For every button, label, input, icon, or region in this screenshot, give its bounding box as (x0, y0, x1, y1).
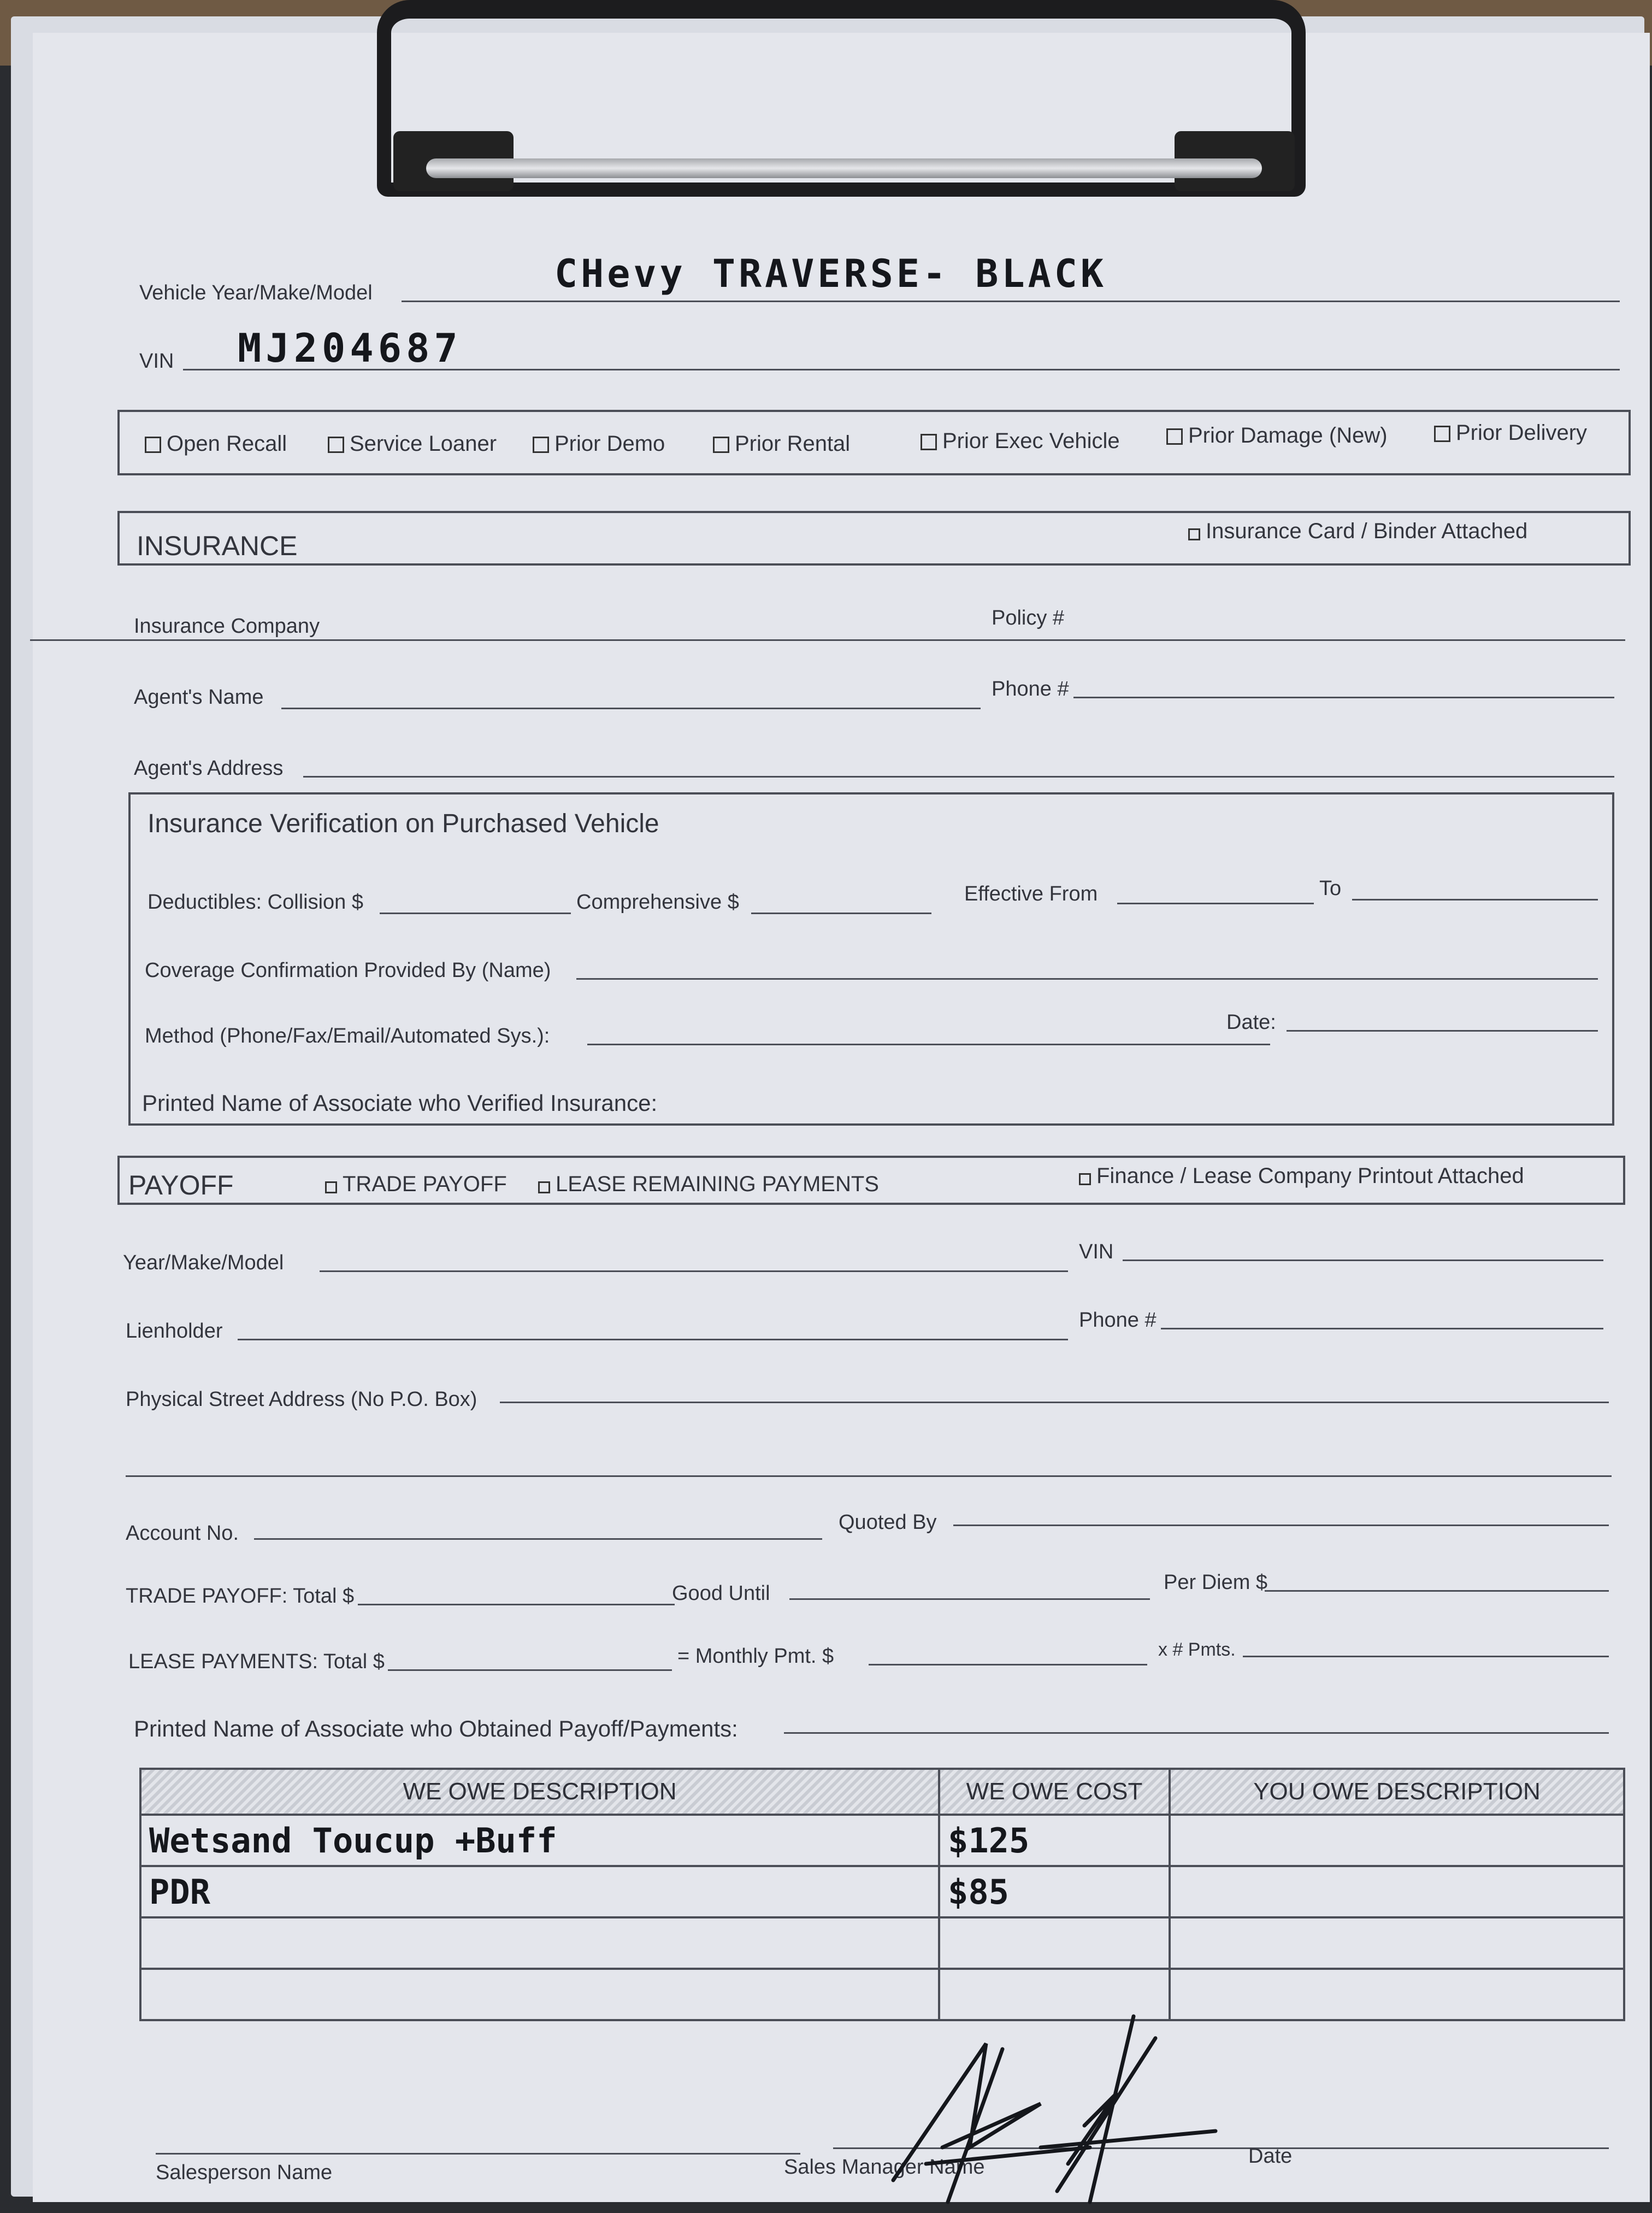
trade-payoff-label: TRADE PAYOFF (343, 1172, 507, 1196)
trade-payoff-option[interactable] (325, 1172, 507, 1197)
we-owe-cost-cell[interactable]: $85 (939, 1866, 1170, 1917)
comprehensive-label: Comprehensive $ (576, 891, 739, 914)
account-no-line (254, 1538, 822, 1540)
effective-from-label: Effective From (964, 882, 1098, 905)
lease-payments-option[interactable] (538, 1172, 879, 1197)
effective-from-line (1117, 903, 1314, 904)
lease-total-label: LEASE PAYMENTS: Total $ (128, 1650, 385, 1673)
monthly-pmt-line (869, 1664, 1147, 1665)
method-label: Method (Phone/Fax/Email/Automated Sys.): (145, 1025, 550, 1047)
you-owe-description-header: YOU OWE DESCRIPTION (1170, 1769, 1624, 1815)
num-pmts-label: x # Pmts. (1158, 1639, 1236, 1660)
you-owe-description-cell[interactable] (1170, 1866, 1624, 1917)
checkbox-icon[interactable] (1434, 426, 1450, 442)
deductibles-label: Deductibles: Collision $ (148, 891, 363, 914)
lease-total-line (388, 1669, 672, 1671)
checkbox-icon[interactable] (328, 437, 344, 453)
to-label: To (1319, 877, 1342, 900)
flag-prior-exec[interactable] (921, 429, 1120, 454)
we-owe-description-header: WE OWE DESCRIPTION (140, 1769, 939, 1815)
per-diem-label: Per Diem $ (1164, 1571, 1268, 1594)
obtained-by-label: Printed Name of Associate who Obtained Payoff/Payments: (134, 1716, 738, 1741)
manager-signature-icon (860, 1984, 1297, 2213)
flag-label: Open Recall (167, 432, 287, 456)
to-line (1352, 899, 1598, 900)
payoff-ymm-line (320, 1270, 1068, 1272)
payoff-header: PAYOFF (128, 1170, 234, 1200)
checkbox-icon[interactable] (1079, 1173, 1091, 1185)
checkbox-icon[interactable] (921, 434, 937, 450)
clip-bar (426, 158, 1262, 178)
comprehensive-line (751, 913, 931, 914)
we-owe-cost-cell[interactable] (939, 1917, 1170, 1969)
agent-address-line (303, 776, 1614, 778)
we-owe-description-cell[interactable]: PDR (140, 1866, 939, 1917)
we-owe-cost-cell[interactable]: $125 (939, 1815, 1170, 1866)
lienholder-label: Lienholder (126, 1320, 223, 1343)
street-address-line-2 (126, 1475, 1612, 1477)
printout-attached-label: Finance / Lease Company Printout Attached (1096, 1164, 1524, 1188)
flag-label: Prior Demo (554, 432, 665, 456)
agent-name-label: Agent's Name (134, 686, 264, 709)
we-owe-cost-header: WE OWE COST (939, 1769, 1170, 1815)
coverage-label: Coverage Confirmation Provided By (Name) (145, 959, 551, 982)
flag-prior-rental[interactable] (713, 432, 850, 456)
coverage-line (576, 978, 1598, 980)
flag-label: Service Loaner (350, 432, 497, 456)
we-owe-description-cell[interactable]: Wetsand Toucup +Buff (140, 1815, 939, 1866)
vin-value[interactable]: MJ204687 (238, 325, 462, 371)
you-owe-description-cell[interactable] (1170, 1815, 1624, 1866)
checkbox-icon[interactable] (325, 1181, 337, 1193)
salesperson-line (156, 2153, 800, 2155)
checkbox-icon[interactable] (145, 437, 161, 453)
flag-prior-damage[interactable] (1166, 423, 1388, 448)
payoff-vin-line (1123, 1259, 1603, 1261)
street-address-label: Physical Street Address (No P.O. Box) (126, 1388, 477, 1411)
quoted-by-label: Quoted By (839, 1511, 937, 1534)
agent-address-label: Agent's Address (134, 757, 284, 780)
insurance-header: INSURANCE (137, 531, 298, 561)
agent-phone-line (1073, 697, 1614, 698)
lienholder-phone-line (1161, 1328, 1603, 1329)
vehicle-ymm-value[interactable]: CHevy TRAVERSE- BLACK (554, 251, 1107, 296)
printout-attached-option[interactable] (1079, 1164, 1524, 1188)
you-owe-description-cell[interactable] (1170, 1917, 1624, 1969)
we-owe-header-row (140, 1769, 1624, 1815)
flag-label: Prior Damage (New) (1188, 423, 1388, 448)
obtained-by-line (784, 1732, 1609, 1734)
salesperson-label: Salesperson Name (156, 2161, 333, 2184)
trade-total-label: TRADE PAYOFF: Total $ (126, 1585, 355, 1608)
good-until-line (789, 1598, 1150, 1600)
we-owe-description-cell[interactable] (140, 1917, 939, 1969)
verification-date-label: Date: (1226, 1011, 1276, 1034)
payoff-vin-label: VIN (1079, 1240, 1114, 1263)
table-row (140, 1815, 1624, 1866)
insurance-company-label: Insurance Company (134, 615, 320, 638)
per-diem-line (1265, 1590, 1609, 1592)
flag-prior-demo[interactable] (533, 432, 665, 456)
lienholder-line (238, 1339, 1068, 1340)
checkbox-icon[interactable] (538, 1181, 550, 1193)
payoff-ymm-label: Year/Make/Model (123, 1251, 284, 1274)
lienholder-phone-label: Phone # (1079, 1309, 1157, 1332)
insurance-company-line (30, 639, 1625, 641)
verified-by-label: Printed Name of Associate who Verified Insurance: (142, 1090, 658, 1116)
flag-open-recall[interactable] (145, 432, 287, 456)
quoted-by-line (953, 1525, 1609, 1526)
vehicle-ymm-label: Vehicle Year/Make/Model (139, 281, 373, 304)
flag-label: Prior Rental (735, 432, 851, 456)
verification-date-line (1287, 1030, 1598, 1032)
num-pmts-line (1243, 1656, 1609, 1657)
method-line (587, 1044, 1270, 1045)
vehicle-ymm-line (402, 301, 1620, 302)
flag-prior-delivery[interactable] (1434, 421, 1587, 445)
lease-payments-label: LEASE REMAINING PAYMENTS (556, 1172, 879, 1196)
insurance-attached-label: Insurance Card / Binder Attached (1206, 519, 1528, 543)
trade-total-line (358, 1604, 675, 1605)
insurance-attached[interactable] (1188, 519, 1527, 544)
agent-name-line (281, 708, 981, 709)
policy-label: Policy # (992, 607, 1065, 629)
flag-label: Prior Delivery (1456, 421, 1588, 445)
checkbox-icon[interactable] (1166, 428, 1183, 445)
we-owe-description-cell[interactable] (140, 1969, 939, 2020)
good-until-label: Good Until (672, 1582, 770, 1605)
checkbox-icon[interactable] (1188, 528, 1200, 540)
vin-label: VIN (139, 350, 174, 373)
form-sheet (52, 208, 1625, 2186)
account-no-label: Account No. (126, 1522, 239, 1545)
flag-service-loaner[interactable] (328, 432, 497, 456)
agent-phone-label: Phone # (992, 678, 1069, 701)
table-row (140, 1866, 1624, 1917)
table-row (140, 1917, 1624, 1969)
manager-label: Sales Manager Name (784, 2156, 985, 2179)
monthly-pmt-label: = Monthly Pmt. $ (677, 1645, 834, 1668)
deductibles-line (380, 913, 571, 914)
flag-label: Prior Exec Vehicle (942, 429, 1120, 453)
checkbox-icon[interactable] (533, 437, 549, 453)
checkbox-icon[interactable] (713, 437, 729, 453)
verification-title: Insurance Verification on Purchased Vehicle (148, 809, 659, 838)
date-label: Date (1248, 2145, 1293, 2168)
street-address-line (500, 1402, 1609, 1403)
